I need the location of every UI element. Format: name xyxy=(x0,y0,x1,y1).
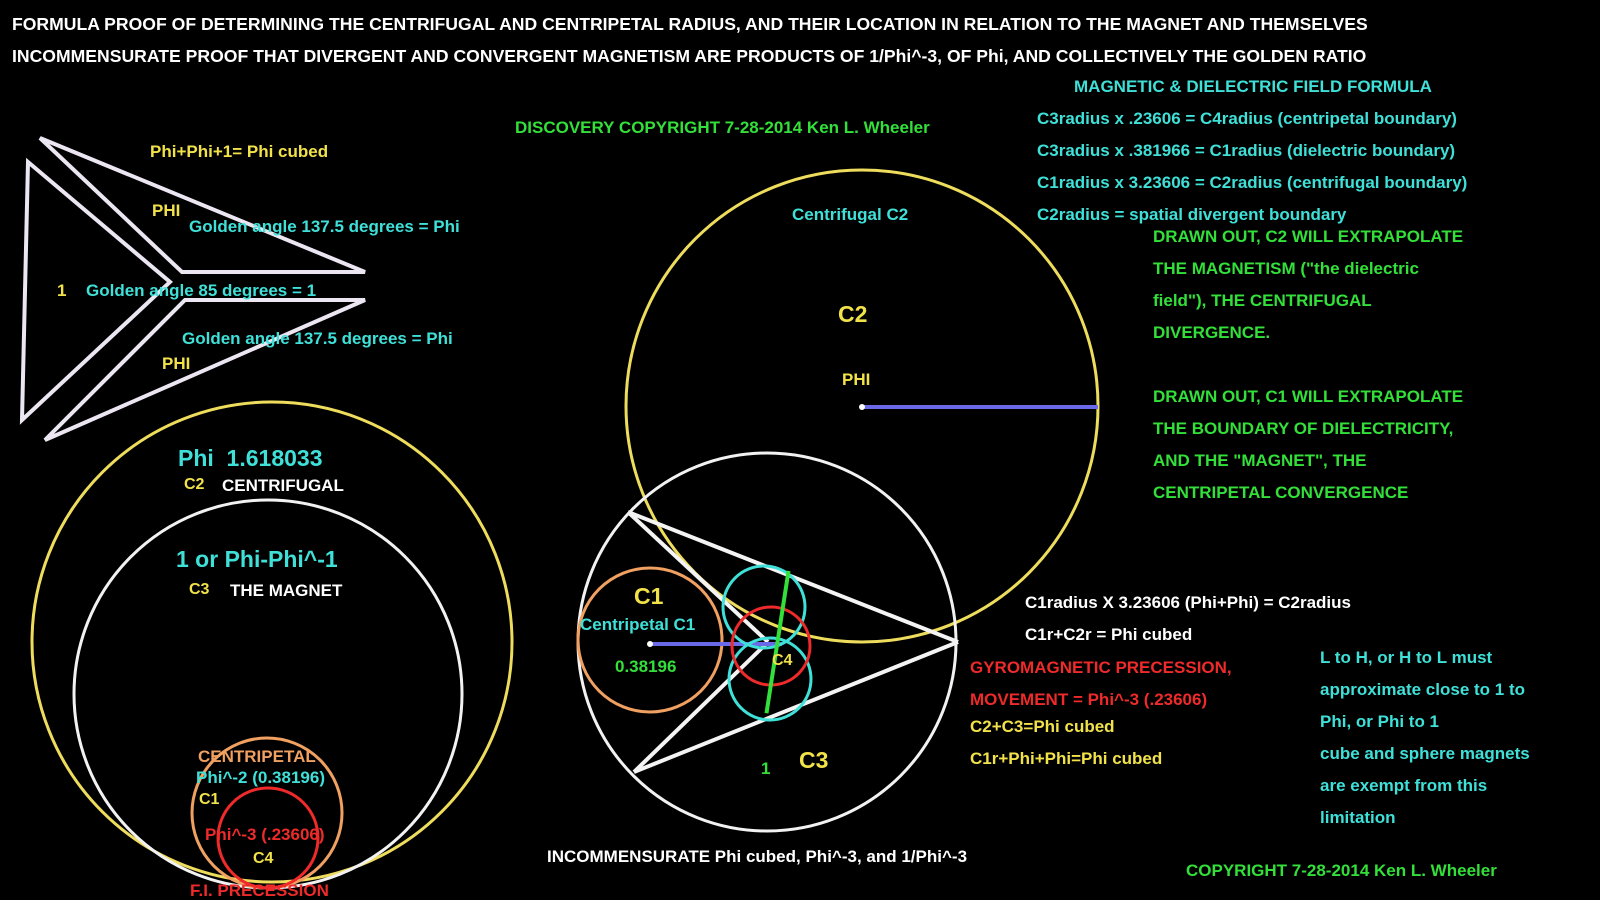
gyro-line-2: MOVEMENT = Phi^-3 (.23606) xyxy=(970,690,1208,709)
triangle-angle-mid: Golden angle 85 degrees = 1 xyxy=(86,281,317,300)
limitation-line-4: cube and sphere magnets xyxy=(1320,744,1530,763)
left-c2-name: CENTRIFUGAL xyxy=(222,476,344,495)
left-c1-value: Phi^-2 (0.38196) xyxy=(196,768,325,787)
gyro-line-1: GYROMAGNETIC PRECESSION, xyxy=(970,658,1232,677)
triangle-top-label: Phi+Phi+1= Phi cubed xyxy=(150,142,329,161)
note-c2-line-2: THE MAGNETISM ("the dielectric xyxy=(1153,259,1419,278)
left-c4-value: Phi^-3 (.23606) xyxy=(205,825,325,844)
equation-line-1: C1radius X 3.23606 (Phi+Phi) = C2radius xyxy=(1025,593,1351,612)
footer-copyright: COPYRIGHT 7-28-2014 Ken L. Wheeler xyxy=(1186,861,1497,880)
right-c1-label: Centripetal C1 xyxy=(580,615,696,634)
left-c4-tag: C4 xyxy=(253,850,274,867)
note-c1-line-3: AND THE "MAGNET", THE xyxy=(1153,451,1367,470)
formula-line-3: C1radius x 3.23606 = C2radius (centrifugal boundary) xyxy=(1037,173,1468,192)
right-c2-phi: PHI xyxy=(842,370,871,389)
triangle-angle-upper: Golden angle 137.5 degrees = Phi xyxy=(189,217,460,236)
limitation-line-6: limitation xyxy=(1320,808,1396,827)
footer-incommensurate: INCOMMENSURATE Phi cubed, Phi^-3, and 1/Phi^-3 xyxy=(547,847,968,866)
header-title-line1: FORMULA PROOF OF DETERMINING THE CENTRIFUGAL AND CENTRIPETAL RADIUS, AND THEIR LOCATION IN RELATION TO THE MAGNET AND THEMSELVES xyxy=(12,14,1368,34)
left-c1-tag: C1 xyxy=(199,791,220,808)
left-centripetal-label: CENTRIPETAL xyxy=(198,747,316,766)
left-c3-tag: C3 xyxy=(189,581,210,598)
right-c2-label: Centrifugal C2 xyxy=(792,205,909,224)
left-precession-label: F.I. PRECESSION xyxy=(190,881,329,900)
right-c3-big: C3 xyxy=(799,747,829,773)
right-c4-label: C4 xyxy=(772,652,793,669)
triangle-phi-lower: PHI xyxy=(162,354,191,373)
formula-title: MAGNETIC & DIELECTRIC FIELD FORMULA xyxy=(1074,77,1432,96)
sum-line-2: C1r+Phi+Phi=Phi cubed xyxy=(970,749,1163,768)
formula-line-4: C2radius = spatial divergent boundary xyxy=(1037,205,1347,224)
left-phi-value: Phi 1.618033 xyxy=(178,445,323,471)
c2-center-dot xyxy=(859,404,865,410)
limitation-line-5: are exempt from this xyxy=(1320,776,1488,795)
note-c1-line-2: THE BOUNDARY OF DIELECTRICITY, xyxy=(1153,419,1454,438)
note-c1-line-4: CENTRIPETAL CONVERGENCE xyxy=(1153,483,1409,502)
triangle-angle-lower: Golden angle 137.5 degrees = Phi xyxy=(182,329,453,348)
left-circle-c2 xyxy=(32,402,512,882)
limitation-line-3: Phi, or Phi to 1 xyxy=(1320,712,1440,731)
formula-line-1: C3radius x .23606 = C4radius (centripetal boundary) xyxy=(1037,109,1457,128)
header-title-line2: INCOMMENSURATE PROOF THAT DIVERGENT AND CONVERGENT MAGNETISM ARE PRODUCTS OF 1/Phi^-3, OF Phi, AND COLLECTIVELY THE GOLDEN RATIO xyxy=(12,46,1367,66)
equation-line-2: C1r+C2r = Phi cubed xyxy=(1025,625,1193,644)
right-one-label: 1 xyxy=(761,759,771,778)
note-c1-line-1: DRAWN OUT, C1 WILL EXTRAPOLATE xyxy=(1153,387,1464,406)
right-c2-big: C2 xyxy=(838,301,868,327)
note-c2-line-4: DIVERGENCE. xyxy=(1153,323,1271,342)
discovery-copyright: DISCOVERY COPYRIGHT 7-28-2014 Ken L. Wheeler xyxy=(515,118,930,137)
triangle-phi-upper: PHI xyxy=(152,201,181,220)
note-c2-line-3: field"), THE CENTRIFUGAL xyxy=(1153,291,1372,310)
left-c3-name: THE MAGNET xyxy=(230,581,343,600)
triangle-lower-arm xyxy=(45,300,365,440)
limitation-line-2: approximate close to 1 to xyxy=(1320,680,1525,699)
right-c1-big: C1 xyxy=(634,583,664,609)
left-c3-value: 1 or Phi-Phi^-1 xyxy=(176,546,338,572)
c1-center-dot xyxy=(647,641,653,647)
sum-line-1: C2+C3=Phi cubed xyxy=(970,717,1115,736)
note-c2-line-1: DRAWN OUT, C2 WILL EXTRAPOLATE xyxy=(1153,227,1464,246)
limitation-line-1: L to H, or H to L must xyxy=(1320,648,1493,667)
triangle-one-label: 1 xyxy=(57,281,67,300)
left-c2-tag: C2 xyxy=(184,476,205,493)
right-c1-value: 0.38196 xyxy=(615,657,677,676)
formula-line-2: C3radius x .381966 = C1radius (dielectric boundary) xyxy=(1037,141,1456,160)
